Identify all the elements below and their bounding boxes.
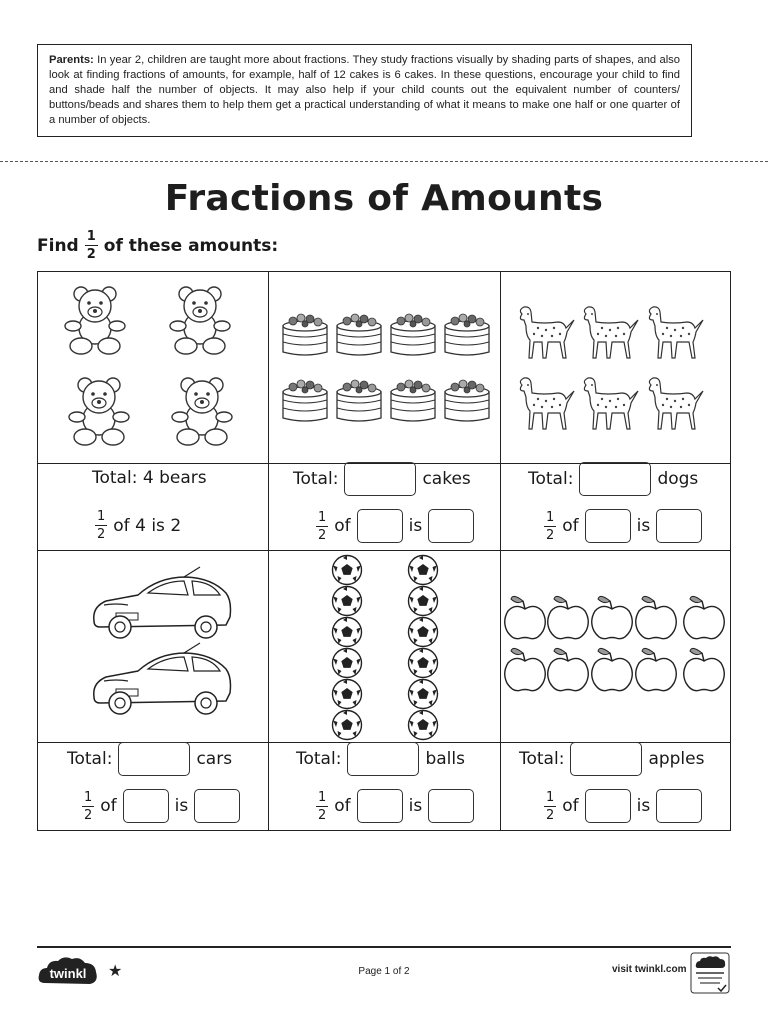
total-unit: bears bbox=[159, 468, 207, 488]
fraction-denominator: 2 bbox=[318, 807, 327, 823]
total-label: Total: bbox=[296, 749, 342, 769]
fraction-numerator: 1 bbox=[318, 789, 327, 805]
answer-value: 2 bbox=[170, 515, 182, 536]
apple-icon bbox=[548, 648, 589, 690]
fraction-line-bears bbox=[95, 510, 181, 541]
football-icon bbox=[333, 587, 362, 616]
teddy-bear-icon bbox=[69, 378, 129, 445]
parents-text: In year 2, children are taught more about fractions. They study fractions visually by shading parts of shapes, and also look at finding fractions of amounts, for example, half of 12 cakes is 6 cakes. In these questions, encourage your child to find and shade half the number of objects. It may also help if your child counts out the equivalent number of counters/ buttons/beads and shares them to help them get a practical understanding of what it means to make one half or one quarter of a number of objects. bbox=[49, 54, 680, 126]
total-value: 4 bbox=[142, 468, 154, 488]
of-label: of bbox=[334, 516, 351, 536]
half-fraction bbox=[316, 791, 328, 822]
total-line-dogs bbox=[528, 462, 698, 496]
football-icon bbox=[409, 711, 438, 740]
amount-answer-box[interactable] bbox=[357, 789, 403, 823]
teddy-bear-icon bbox=[65, 287, 125, 354]
dogs-picture bbox=[501, 272, 731, 463]
cakes-picture bbox=[269, 272, 500, 463]
picture-cell-apples bbox=[501, 551, 731, 742]
visit-link[interactable]: visit twinkl.com bbox=[612, 964, 687, 975]
is-label: is bbox=[151, 515, 165, 536]
amount-answer-box[interactable] bbox=[585, 509, 631, 543]
total-label: Total: bbox=[67, 749, 113, 769]
fraction-denominator: 2 bbox=[318, 527, 327, 543]
half-fraction bbox=[316, 511, 328, 542]
half-fraction bbox=[544, 791, 556, 822]
total-answer-box[interactable] bbox=[579, 462, 651, 496]
of-label: of bbox=[334, 796, 351, 816]
total-line-bears bbox=[92, 468, 207, 488]
cake-icon bbox=[337, 314, 381, 355]
parents-note bbox=[37, 44, 692, 137]
football-icon bbox=[409, 618, 438, 647]
total-answer-box[interactable] bbox=[347, 742, 419, 776]
picture-cell-bears bbox=[38, 272, 268, 463]
fraction-numerator: 1 bbox=[97, 509, 106, 524]
picture-cell-cakes bbox=[269, 272, 500, 463]
picture-cell-balls bbox=[269, 551, 500, 742]
total-label: Total: bbox=[528, 469, 574, 489]
total-unit: cars bbox=[196, 749, 233, 769]
dog-icon bbox=[584, 307, 638, 358]
half-answer-box[interactable] bbox=[194, 789, 240, 823]
fraction-line-apples bbox=[544, 789, 702, 823]
football-icon bbox=[333, 680, 362, 709]
apple-icon bbox=[592, 596, 633, 638]
parents-label: Parents: bbox=[49, 54, 94, 66]
car-icon bbox=[94, 567, 231, 638]
badge-graphic bbox=[690, 952, 730, 994]
dog-icon bbox=[520, 378, 574, 429]
fraction-numerator: 1 bbox=[86, 229, 96, 244]
of-label: of bbox=[562, 796, 579, 816]
football-icon bbox=[409, 649, 438, 678]
fraction-line-cars bbox=[82, 789, 240, 823]
apple-icon bbox=[636, 596, 677, 638]
page-title: Fractions of Amounts bbox=[164, 178, 604, 219]
total-label: Total: bbox=[92, 468, 138, 488]
dog-icon bbox=[584, 378, 638, 429]
amount-value: 4 bbox=[135, 515, 146, 536]
football-icon bbox=[333, 618, 362, 647]
of-label: of bbox=[113, 515, 130, 536]
half-answer-box[interactable] bbox=[656, 509, 702, 543]
fraction-denominator: 2 bbox=[86, 247, 96, 262]
apple-icon bbox=[548, 596, 589, 638]
fraction-line-balls bbox=[316, 789, 474, 823]
instruction-prefix: Find bbox=[37, 235, 79, 256]
total-unit: balls bbox=[425, 749, 465, 769]
football-icon bbox=[409, 556, 438, 585]
is-label: is bbox=[174, 796, 189, 816]
apple-icon bbox=[505, 648, 546, 690]
football-icon bbox=[409, 587, 438, 616]
apple-icon bbox=[684, 648, 725, 690]
star-icon: ★ bbox=[108, 961, 123, 980]
fraction-denominator: 2 bbox=[97, 527, 106, 542]
cake-icon bbox=[283, 380, 327, 421]
total-answer-box[interactable] bbox=[118, 742, 190, 776]
fraction-denominator: 2 bbox=[84, 807, 93, 823]
teddy-bear-icon bbox=[172, 378, 232, 445]
cake-icon bbox=[283, 314, 327, 355]
total-line-cakes bbox=[293, 462, 471, 496]
half-answer-box[interactable] bbox=[428, 509, 474, 543]
cut-line bbox=[0, 161, 768, 162]
half-answer-box[interactable] bbox=[656, 789, 702, 823]
cake-icon bbox=[391, 314, 435, 355]
amount-answer-box[interactable] bbox=[123, 789, 169, 823]
apple-icon bbox=[505, 596, 546, 638]
amount-answer-box[interactable] bbox=[357, 509, 403, 543]
of-label: of bbox=[100, 796, 117, 816]
football-icon bbox=[333, 556, 362, 585]
half-fraction bbox=[544, 511, 556, 542]
half-fraction bbox=[82, 791, 94, 822]
fraction-denominator: 2 bbox=[546, 527, 555, 543]
dog-icon bbox=[649, 378, 703, 429]
total-unit: cakes bbox=[422, 469, 471, 489]
amount-answer-box[interactable] bbox=[585, 789, 631, 823]
total-answer-box[interactable] bbox=[570, 742, 642, 776]
apple-icon bbox=[684, 596, 725, 638]
fraction-numerator: 1 bbox=[84, 789, 93, 805]
balls-picture bbox=[269, 551, 500, 742]
twinkl-logo-text: twinkl bbox=[49, 966, 87, 981]
quality-standard-badge-icon bbox=[690, 952, 730, 992]
is-label: is bbox=[636, 516, 651, 536]
apple-icon bbox=[636, 648, 677, 690]
dog-icon bbox=[649, 307, 703, 358]
total-label: Total: bbox=[519, 749, 565, 769]
dog-icon bbox=[520, 307, 574, 358]
cake-icon bbox=[337, 380, 381, 421]
picture-cell-dogs bbox=[501, 272, 731, 463]
fraction-numerator: 1 bbox=[546, 789, 555, 805]
cars-picture bbox=[38, 551, 268, 742]
total-line-cars bbox=[67, 742, 232, 776]
is-label: is bbox=[408, 796, 423, 816]
total-unit: apples bbox=[648, 749, 705, 769]
fraction-line-dogs bbox=[544, 509, 702, 543]
football-icon bbox=[409, 680, 438, 709]
is-label: is bbox=[636, 796, 651, 816]
total-line-apples bbox=[519, 742, 704, 776]
football-icon bbox=[333, 711, 362, 740]
car-icon bbox=[94, 643, 231, 714]
apples-picture bbox=[501, 551, 731, 742]
instruction-fraction bbox=[85, 230, 98, 261]
bears-picture bbox=[38, 272, 268, 463]
cake-icon bbox=[445, 380, 489, 421]
fraction-numerator: 1 bbox=[318, 509, 327, 525]
football-icon bbox=[333, 649, 362, 678]
half-fraction bbox=[95, 510, 107, 541]
teddy-bear-icon bbox=[170, 287, 230, 354]
fraction-numerator: 1 bbox=[546, 509, 555, 525]
total-answer-box[interactable] bbox=[344, 462, 416, 496]
footer-rule bbox=[37, 946, 731, 948]
cake-icon bbox=[391, 380, 435, 421]
instruction bbox=[37, 230, 278, 261]
instruction-suffix: of these amounts: bbox=[103, 235, 279, 256]
apple-icon bbox=[592, 648, 633, 690]
half-answer-box[interactable] bbox=[428, 789, 474, 823]
cake-icon bbox=[445, 314, 489, 355]
of-label: of bbox=[562, 516, 579, 536]
page-number: Page 1 of 2 bbox=[358, 966, 410, 977]
total-unit: dogs bbox=[657, 469, 699, 489]
picture-cell-cars bbox=[38, 551, 268, 742]
total-label: Total: bbox=[293, 469, 339, 489]
fraction-denominator: 2 bbox=[546, 807, 555, 823]
is-label: is bbox=[408, 516, 423, 536]
total-line-balls bbox=[296, 742, 465, 776]
fraction-line-cakes bbox=[316, 509, 474, 543]
worksheet-grid bbox=[37, 271, 731, 831]
